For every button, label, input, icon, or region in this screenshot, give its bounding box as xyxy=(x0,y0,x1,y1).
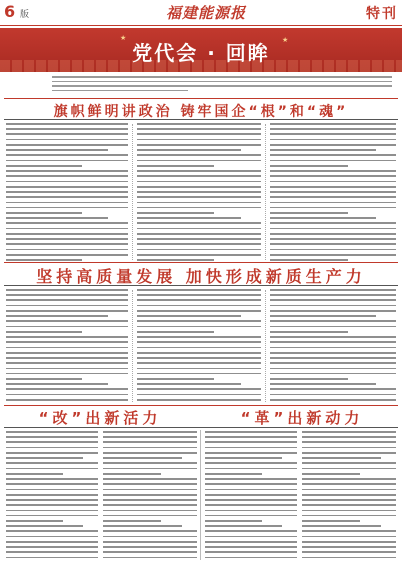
text-line xyxy=(6,249,128,251)
text-line xyxy=(270,202,396,204)
text-line xyxy=(6,551,98,553)
text-line xyxy=(6,431,98,433)
article-4-headline: “革”出新动力 xyxy=(240,409,364,427)
text-line xyxy=(137,238,261,240)
text-line xyxy=(6,160,128,162)
column-separator xyxy=(132,290,133,402)
text-line xyxy=(270,362,396,364)
text-line xyxy=(6,399,128,401)
text-line xyxy=(6,181,128,183)
text-line xyxy=(137,336,261,338)
text-line xyxy=(137,289,261,291)
text-line xyxy=(6,144,128,146)
text-line xyxy=(205,515,297,517)
text-line xyxy=(270,191,396,193)
text-line xyxy=(103,551,197,553)
text-line xyxy=(103,452,197,454)
text-line xyxy=(6,305,128,307)
text-line xyxy=(137,357,261,359)
text-line xyxy=(137,217,241,219)
text-line xyxy=(205,436,297,438)
text-line xyxy=(6,394,128,396)
text-line xyxy=(103,431,197,433)
text-line xyxy=(6,383,108,385)
text-line xyxy=(137,326,261,328)
text-line xyxy=(6,468,98,470)
text-line xyxy=(6,315,108,317)
text-line xyxy=(103,510,197,512)
text-line xyxy=(6,557,98,559)
text-line xyxy=(270,181,396,183)
text-line xyxy=(302,504,396,506)
text-line xyxy=(270,228,396,230)
text-line xyxy=(137,383,241,385)
text-line xyxy=(6,149,108,151)
text-line xyxy=(103,468,197,470)
text-line xyxy=(270,294,396,296)
text-line xyxy=(270,254,396,256)
text-line xyxy=(270,305,396,307)
text-line xyxy=(270,133,396,135)
text-line xyxy=(205,525,282,527)
text-line xyxy=(270,222,396,224)
text-line xyxy=(270,154,396,156)
text-line xyxy=(103,441,197,443)
text-line xyxy=(302,452,396,454)
text-line xyxy=(137,233,261,235)
text-line xyxy=(270,160,396,162)
text-line xyxy=(270,233,396,235)
text-line xyxy=(6,515,98,517)
text-line xyxy=(6,238,128,240)
text-line xyxy=(270,373,396,375)
text-line xyxy=(6,175,128,177)
article-1-column-1 xyxy=(6,123,128,261)
text-line xyxy=(103,525,182,527)
text-line xyxy=(137,123,261,125)
text-line xyxy=(6,133,128,135)
text-line xyxy=(205,457,282,459)
text-line xyxy=(137,399,261,401)
text-line xyxy=(6,357,128,359)
text-line xyxy=(6,123,128,125)
text-line xyxy=(6,207,128,209)
text-line xyxy=(137,362,261,364)
text-line xyxy=(6,191,128,193)
text-line xyxy=(205,536,297,538)
text-line xyxy=(270,207,396,209)
article-3-column-2 xyxy=(103,431,197,559)
editor-note-text xyxy=(52,76,392,94)
text-line xyxy=(270,212,348,214)
article-3-column-1 xyxy=(6,431,98,559)
text-line xyxy=(137,394,261,396)
text-line xyxy=(302,473,360,475)
text-line xyxy=(270,249,396,251)
text-line xyxy=(103,473,161,475)
text-line xyxy=(137,299,261,301)
text-line xyxy=(205,473,262,475)
text-line xyxy=(302,536,396,538)
text-line xyxy=(137,315,241,317)
text-line xyxy=(302,551,396,553)
text-line xyxy=(6,212,82,214)
text-line xyxy=(6,336,128,338)
text-line xyxy=(137,320,261,322)
column-separator xyxy=(265,124,266,260)
page-number: 6 xyxy=(4,2,16,21)
text-line xyxy=(6,378,82,380)
text-line xyxy=(302,478,396,480)
text-line xyxy=(302,541,396,543)
text-line xyxy=(6,452,98,454)
masthead xyxy=(0,0,402,26)
text-line xyxy=(270,388,396,390)
text-line xyxy=(103,457,182,459)
text-line xyxy=(270,259,348,261)
text-line xyxy=(6,341,128,343)
text-line xyxy=(205,483,297,485)
text-line xyxy=(302,436,396,438)
text-line xyxy=(6,436,98,438)
text-line xyxy=(270,217,376,219)
text-line xyxy=(6,520,63,522)
text-line xyxy=(137,373,261,375)
text-line xyxy=(270,149,376,151)
text-line xyxy=(270,196,396,198)
text-line xyxy=(103,520,161,522)
text-line xyxy=(205,541,297,543)
text-line xyxy=(103,478,197,480)
text-line xyxy=(6,170,128,172)
text-line xyxy=(270,336,396,338)
text-line xyxy=(302,530,396,532)
text-line xyxy=(6,139,128,141)
text-line xyxy=(270,139,396,141)
text-line xyxy=(137,128,261,130)
text-line xyxy=(6,541,98,543)
text-line xyxy=(6,473,63,475)
text-line xyxy=(270,299,396,301)
text-line xyxy=(302,525,381,527)
text-line xyxy=(270,368,396,370)
text-line xyxy=(270,341,396,343)
text-line xyxy=(6,331,82,333)
text-line xyxy=(302,447,396,449)
text-line xyxy=(6,259,82,261)
text-line xyxy=(270,170,396,172)
text-line xyxy=(205,499,297,501)
text-line xyxy=(6,228,128,230)
text-line xyxy=(302,557,396,559)
text-line xyxy=(137,228,261,230)
text-line xyxy=(270,399,396,401)
text-line xyxy=(270,175,396,177)
text-line xyxy=(137,186,261,188)
text-line xyxy=(6,510,98,512)
text-line xyxy=(103,515,197,517)
text-line xyxy=(6,310,128,312)
text-line xyxy=(302,520,360,522)
text-line xyxy=(6,165,82,167)
text-line xyxy=(6,457,83,459)
section-name: 特刊 xyxy=(366,6,398,22)
article-2-headline: 坚持高质量发展 加快形成新质生产力 xyxy=(36,267,366,286)
text-line xyxy=(137,212,214,214)
article-1-headline: 旗帜鲜明讲政治 铸牢国企“根”和“魂” xyxy=(53,104,349,120)
text-line xyxy=(137,191,261,193)
text-line xyxy=(137,249,261,251)
text-line xyxy=(205,530,297,532)
text-line xyxy=(6,347,128,349)
text-line xyxy=(6,546,98,548)
text-line xyxy=(270,238,396,240)
article-2-column-3 xyxy=(270,289,396,403)
text-line xyxy=(6,441,98,443)
text-line xyxy=(6,128,128,130)
text-line xyxy=(6,462,98,464)
text-line xyxy=(6,289,128,291)
text-line xyxy=(103,546,197,548)
text-line xyxy=(137,139,261,141)
banner xyxy=(0,28,402,72)
text-line xyxy=(270,357,396,359)
text-line xyxy=(137,341,261,343)
divider xyxy=(4,98,398,99)
text-line xyxy=(205,447,297,449)
text-line xyxy=(205,510,297,512)
text-line xyxy=(6,499,98,501)
text-line xyxy=(270,326,396,328)
text-line xyxy=(137,154,261,156)
text-line xyxy=(137,352,261,354)
article-2-column-2 xyxy=(137,289,261,403)
text-line xyxy=(6,530,98,532)
text-line xyxy=(302,515,396,517)
text-line xyxy=(103,494,197,496)
column-separator xyxy=(265,290,266,402)
text-line xyxy=(6,504,98,506)
text-line xyxy=(302,546,396,548)
text-line xyxy=(137,378,214,380)
text-line xyxy=(205,462,297,464)
text-line xyxy=(103,499,197,501)
text-line xyxy=(6,536,98,538)
text-line xyxy=(302,457,381,459)
banner-star-icon: ★ xyxy=(282,36,289,44)
text-line xyxy=(137,331,214,333)
text-line xyxy=(6,362,128,364)
text-line xyxy=(137,170,261,172)
article-1-column-3 xyxy=(270,123,396,261)
text-line xyxy=(103,536,197,538)
text-line xyxy=(6,243,128,245)
text-line xyxy=(205,489,297,491)
text-line xyxy=(302,499,396,501)
divider xyxy=(4,405,398,406)
text-line xyxy=(6,186,128,188)
text-line xyxy=(6,294,128,296)
text-line xyxy=(6,447,98,449)
text-line xyxy=(103,489,197,491)
text-line xyxy=(137,368,261,370)
text-line xyxy=(270,186,396,188)
article-3-headline: “改”出新活力 xyxy=(38,409,162,427)
text-line xyxy=(137,347,261,349)
text-line xyxy=(6,299,128,301)
text-line xyxy=(6,202,128,204)
text-line xyxy=(270,383,376,385)
text-line xyxy=(6,352,128,354)
divider xyxy=(4,119,398,120)
text-line xyxy=(302,494,396,496)
text-line xyxy=(6,483,98,485)
text-line xyxy=(270,347,396,349)
text-line xyxy=(205,520,262,522)
text-line xyxy=(205,551,297,553)
text-line xyxy=(103,541,197,543)
text-line xyxy=(103,530,197,532)
text-line xyxy=(302,483,396,485)
text-line xyxy=(6,525,83,527)
text-line xyxy=(103,504,197,506)
text-line xyxy=(6,154,128,156)
page-unit: 版 xyxy=(20,10,30,20)
article-1-column-2 xyxy=(137,123,261,261)
text-line xyxy=(205,452,297,454)
editor-note xyxy=(22,75,392,97)
text-line xyxy=(6,494,98,496)
text-line xyxy=(103,447,197,449)
text-line xyxy=(270,243,396,245)
divider xyxy=(4,285,398,286)
text-line xyxy=(6,233,128,235)
text-line xyxy=(302,462,396,464)
text-line xyxy=(103,483,197,485)
column-separator xyxy=(132,124,133,260)
divider xyxy=(4,262,398,263)
text-line xyxy=(302,510,396,512)
text-line xyxy=(137,196,261,198)
text-line xyxy=(302,468,396,470)
text-line xyxy=(6,320,128,322)
text-line xyxy=(6,388,128,390)
text-line xyxy=(205,546,297,548)
text-line xyxy=(270,310,396,312)
text-line xyxy=(6,489,98,491)
banner-star-icon: ★ xyxy=(120,34,127,42)
text-line xyxy=(205,468,297,470)
text-line xyxy=(137,294,261,296)
text-line xyxy=(137,144,261,146)
text-line xyxy=(137,175,261,177)
column-separator xyxy=(200,430,201,560)
text-line xyxy=(6,254,128,256)
text-line xyxy=(270,123,396,125)
text-line xyxy=(137,133,261,135)
text-line xyxy=(6,326,128,328)
text-line xyxy=(137,149,241,151)
text-line xyxy=(137,259,214,261)
text-line xyxy=(103,557,197,559)
text-line xyxy=(6,373,128,375)
text-line xyxy=(270,315,376,317)
text-line xyxy=(6,222,128,224)
text-line xyxy=(137,181,261,183)
text-line xyxy=(103,436,197,438)
text-line xyxy=(137,310,261,312)
text-line xyxy=(6,478,98,480)
text-line xyxy=(205,431,297,433)
text-line xyxy=(137,222,261,224)
text-line xyxy=(270,165,348,167)
text-line xyxy=(270,331,348,333)
text-line xyxy=(137,254,261,256)
newspaper-name: 福建能源报 xyxy=(166,4,247,22)
text-line xyxy=(6,196,128,198)
text-line xyxy=(270,320,396,322)
text-line xyxy=(137,160,261,162)
text-line xyxy=(137,388,261,390)
text-line xyxy=(270,128,396,130)
divider xyxy=(4,427,398,428)
text-line xyxy=(270,394,396,396)
text-line xyxy=(270,289,396,291)
text-line xyxy=(302,441,396,443)
text-line xyxy=(137,243,261,245)
text-line xyxy=(205,504,297,506)
text-line xyxy=(6,217,108,219)
text-line xyxy=(270,352,396,354)
text-line xyxy=(205,478,297,480)
article-2-column-1 xyxy=(6,289,128,403)
text-line xyxy=(103,462,197,464)
text-line xyxy=(137,165,214,167)
text-line xyxy=(270,378,348,380)
text-line xyxy=(205,494,297,496)
text-line xyxy=(302,431,396,433)
article-4-column-1 xyxy=(205,431,297,559)
text-line xyxy=(137,202,261,204)
text-line xyxy=(205,441,297,443)
text-line xyxy=(6,368,128,370)
article-4-column-2 xyxy=(302,431,396,559)
text-line xyxy=(137,207,261,209)
text-line xyxy=(302,489,396,491)
banner-title: 党代会 · 回眸 xyxy=(132,41,270,65)
text-line xyxy=(270,144,396,146)
text-line xyxy=(137,305,261,307)
text-line xyxy=(205,557,297,559)
